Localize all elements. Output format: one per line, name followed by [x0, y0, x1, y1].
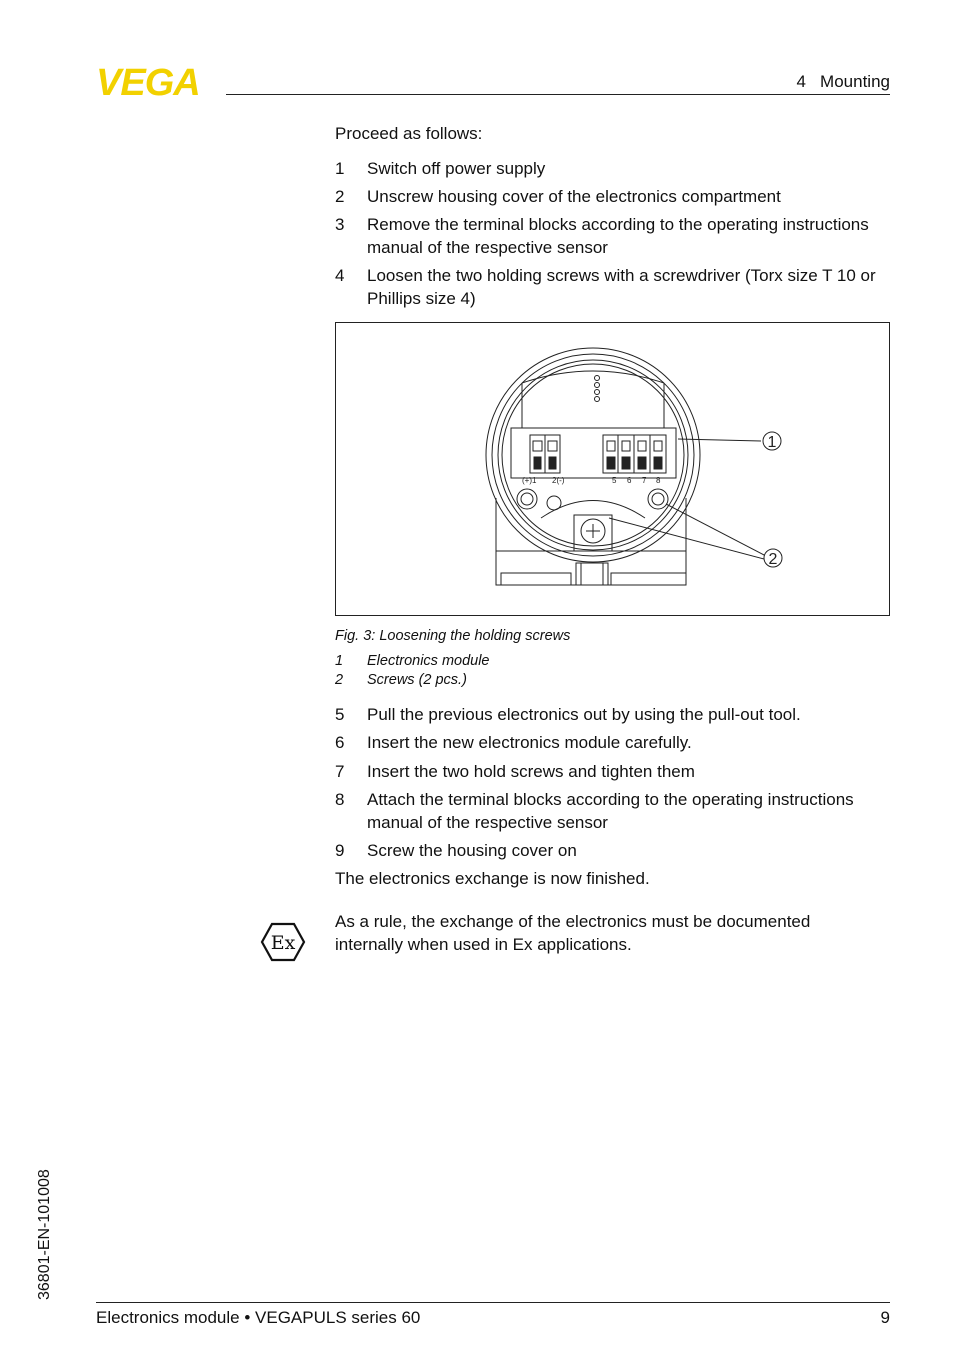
step-number: 7: [335, 762, 345, 781]
page-number: 9: [880, 1308, 890, 1327]
step-text: Switch off power supply: [367, 159, 546, 178]
finished-text: The electronics exchange is now finished.: [335, 869, 650, 888]
vega-logo: [96, 64, 220, 98]
step-number: 8: [335, 790, 345, 809]
step-text: Loosen the two holding screws with a screwdriver (Torx size T 10 or Phillips size 4): [367, 266, 876, 308]
step-text: Remove the terminal blocks according to the operating instructions manual of the respective sensor: [367, 215, 869, 257]
list-item: [335, 704, 895, 727]
svg-text:VEGA: VEGA: [96, 64, 200, 98]
step-number: 2: [335, 187, 345, 206]
legend-item: [335, 653, 735, 669]
terminal-label: 5: [612, 476, 617, 485]
step-number: 6: [335, 733, 345, 752]
list-item: [335, 214, 895, 259]
footer-title: Electronics module • VEGAPULS series 60: [96, 1308, 421, 1327]
callout-2-label: 2: [768, 551, 778, 568]
step-text: Insert the new electronics module carefully.: [367, 733, 692, 752]
legend-item: [335, 672, 735, 688]
footer-rule: [96, 1302, 890, 1303]
figure-caption: Fig. 3: Loosening the holding screws: [335, 628, 571, 644]
legend-text: Screws (2 pcs.): [367, 672, 467, 688]
legend-number: 1: [335, 653, 344, 669]
terminal-label: 7: [642, 476, 647, 485]
step-number: 9: [335, 841, 345, 860]
step-text: Pull the previous electronics out by using the pull-out tool.: [367, 705, 801, 724]
step-text: Insert the two hold screws and tighten them: [367, 762, 695, 781]
callout-1-label: 1: [767, 434, 777, 451]
section-title: 4 Mounting: [796, 72, 890, 91]
legend-text: Electronics module: [367, 653, 490, 669]
step-text: Screw the housing cover on: [367, 841, 577, 860]
header-rule: [226, 94, 890, 95]
list-item: [335, 732, 895, 755]
list-item: [335, 158, 895, 181]
terminal-label: 8: [656, 476, 661, 485]
housing-drawing: [336, 323, 889, 615]
list-item: [335, 186, 895, 209]
step-text: Attach the terminal blocks according to the operating instructions manual of the respective sensor: [367, 790, 854, 832]
step-number: 3: [335, 215, 345, 234]
legend-number: 2: [335, 672, 344, 688]
step-number: 1: [335, 159, 345, 178]
list-item: [335, 840, 895, 863]
terminal-label: 6: [627, 476, 632, 485]
intro-text: Proceed as follows:: [335, 124, 483, 143]
step-text: Unscrew housing cover of the electronics compartment: [367, 187, 781, 206]
list-item: [335, 789, 895, 834]
figure-frame: [335, 322, 890, 616]
document-id: 36801-EN-101008: [36, 1169, 53, 1300]
step-number: 5: [335, 705, 345, 724]
svg-text:Ex: Ex: [270, 932, 296, 954]
list-item: [335, 761, 895, 784]
ex-hazard-icon: [260, 922, 306, 962]
ex-note-text: As a rule, the exchange of the electronics must be documented internally when used in Ex applications.: [335, 912, 811, 954]
list-item: [335, 265, 895, 310]
terminal-label: (+)1: [522, 476, 537, 485]
step-number: 4: [335, 266, 345, 285]
terminal-label: 2(-): [552, 476, 565, 485]
